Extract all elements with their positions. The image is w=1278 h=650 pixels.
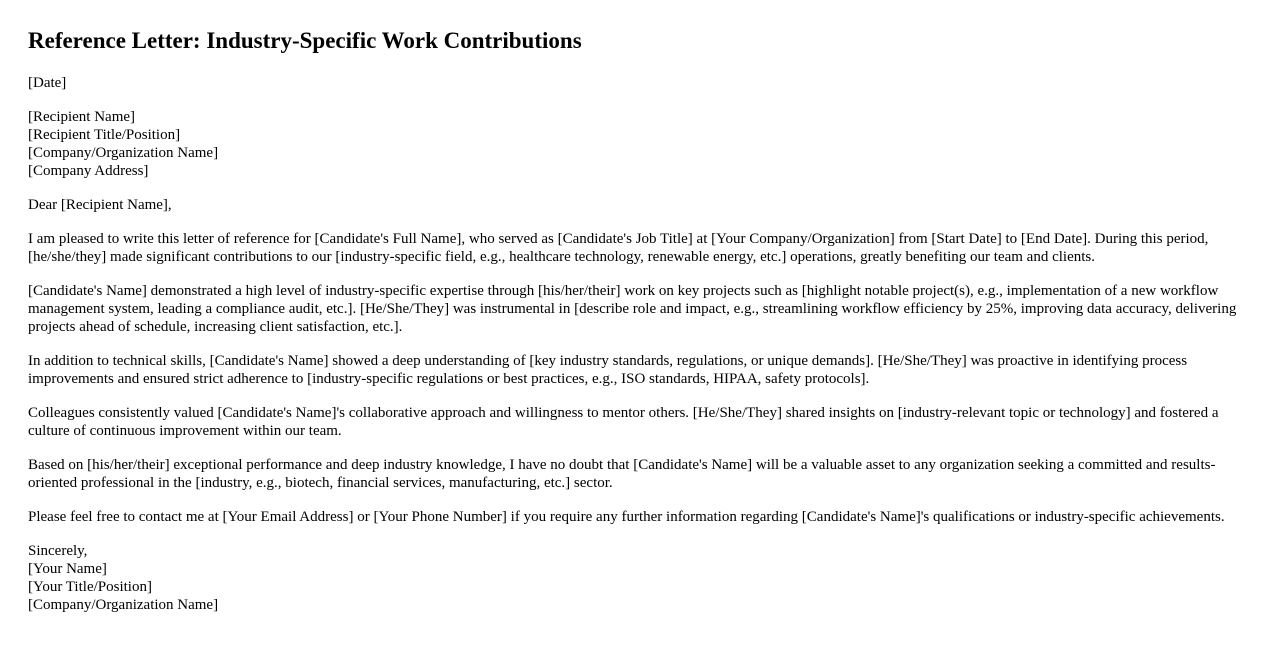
paragraph-expertise: [Candidate's Name] demonstrated a high level of industry-specific expertise through [his/her/their] work on key projects such as [highlight notable project(s), e.g., implementation of a new workflow management system, leading a compliance audit, etc.]. [He/She/They] was instrumental in [describe role and impact, e.g., streamlining workflow efficiency by 25%, improving data accuracy, delivering projects ahead of schedule, increasing client satisfaction, etc.]. — [28, 283, 1237, 335]
page-title: Reference Letter: Industry-Specific Work Contributions — [28, 28, 582, 53]
recipient-name: [Recipient Name] — [28, 109, 136, 125]
recipient-company: [Company/Organization Name] — [28, 145, 219, 161]
closing-block — [28, 542, 1250, 614]
paragraph-collaboration: Colleagues consistently valued [Candidate's Name]'s collaborative approach and willingness to mentor others. [He/She/They] shared insights on [industry-relevant topic or technology] and fostered a culture of continuous improvement within our team. — [28, 405, 1219, 439]
paragraph-technical-skills: In addition to technical skills, [Candidate's Name] showed a deep understanding of [key industry standards, regulations, or unique demands]. [He/She/They] was proactive in identifying process improvements and ensured strict adherence to [industry-specific regulations or best practices, e.g., ISO standards, HIPAA, safety protocols]. — [28, 353, 1188, 387]
signer-company: [Company/Organization Name] — [28, 597, 219, 613]
paragraph-recommendation: Based on [his/her/their] exceptional performance and deep industry knowledge, I have no doubt that [Candidate's Name] will be a valuable asset to any organization seeking a committed and results-oriented professional in the [industry, e.g., biotech, financial services, manufacturing, etc.] sector. — [28, 457, 1216, 491]
valediction: Sincerely, — [28, 543, 88, 559]
letter-date: [Date] — [28, 75, 67, 91]
paragraph-introduction: I am pleased to write this letter of reference for [Candidate's Full Name], who served as [Candidate's Job Title] at [Your Company/Organization] from [Start Date] to [End Date]. During this period, [he/she/they] made significant contributions to our [industry-specific field, e.g., healthcare technology, renewable energy, etc.] operations, greatly benefiting our team and clients. — [28, 231, 1209, 265]
recipient-address: [Company Address] — [28, 163, 149, 179]
recipient-title: [Recipient Title/Position] — [28, 127, 181, 143]
signer-title: [Your Title/Position] — [28, 579, 152, 595]
paragraph-contact: Please feel free to contact me at [Your Email Address] or [Your Phone Number] if you require any further information regarding [Candidate's Name]'s qualifications or industry-specific achievements. — [28, 509, 1225, 525]
salutation: Dear [Recipient Name], — [28, 197, 172, 213]
signer-name: [Your Name] — [28, 561, 107, 577]
recipient-block — [28, 108, 1250, 180]
